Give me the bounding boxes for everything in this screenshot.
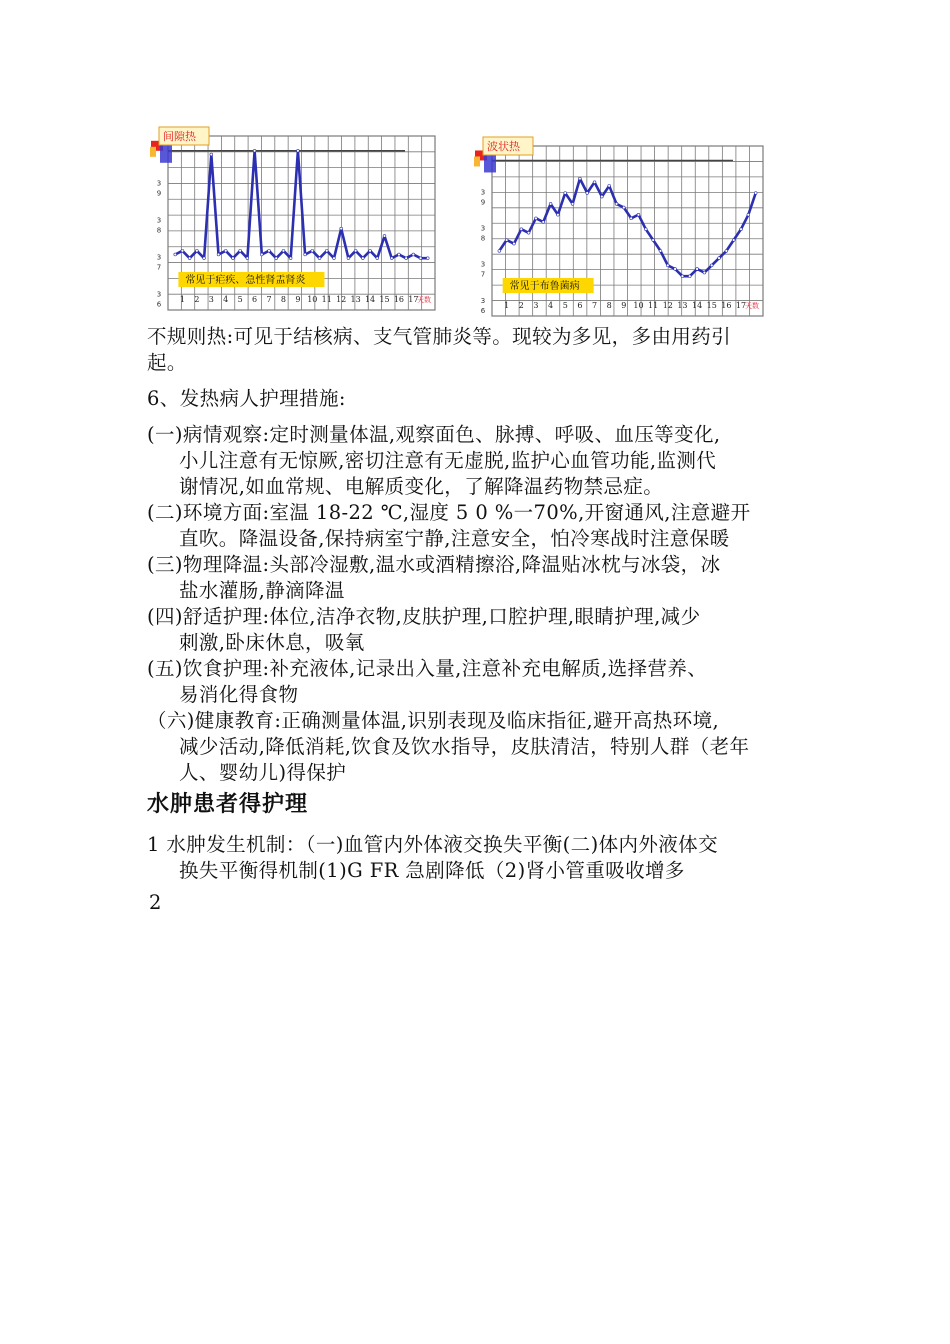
temperature-point xyxy=(593,181,596,184)
day-tick-label: 16 xyxy=(721,301,732,310)
temperature-point xyxy=(622,206,625,209)
temp-tick-label: 3 xyxy=(480,296,486,305)
marker-block xyxy=(150,147,156,157)
day-tick-label: 3 xyxy=(533,301,539,310)
temperature-point xyxy=(195,249,198,252)
temperature-point xyxy=(637,213,640,216)
paragraph-line: 易消化得食物 xyxy=(179,683,299,706)
paragraph-line: （六)健康教育:正确测量体温,识别表现及临床指征,避开高热环境, xyxy=(147,709,720,732)
section-edema-mechanism xyxy=(147,832,817,916)
day-tick-label: 10 xyxy=(633,301,644,310)
day-tick-label: 12 xyxy=(662,301,673,310)
temperature-point xyxy=(253,149,256,152)
day-tick-label: 5 xyxy=(562,301,568,310)
temperature-point xyxy=(361,257,364,260)
day-tick-label: 7 xyxy=(591,301,598,310)
temperature-point xyxy=(740,228,743,231)
day-tick-label: 5 xyxy=(237,295,243,304)
chart-caption: 常见于疟疾、急性肾盂肾炎 xyxy=(185,275,306,286)
temperature-point xyxy=(232,257,235,260)
temp-tick-label: 7 xyxy=(480,270,486,279)
paragraph-line: 直吹。降温设备,保持病室宁静,注意安全，怕冷寒战时注意保暖 xyxy=(179,527,730,550)
day-tick-label: 11 xyxy=(648,301,659,310)
paragraph-line: 起。 xyxy=(147,351,187,374)
day-tick-label: 10 xyxy=(307,295,318,304)
chart-title: 间隙热 xyxy=(163,130,196,143)
temperature-point xyxy=(520,228,523,231)
paragraph-line: 2 xyxy=(149,891,162,914)
temperature-point xyxy=(600,195,603,198)
day-tick-label: 8 xyxy=(280,295,287,304)
temperature-point xyxy=(405,257,408,260)
temperature-point xyxy=(754,192,757,195)
paragraph-line: (二)环境方面:室温 18-22 ℃,湿度 5 0 %一70%,开窗通风,注意避开 xyxy=(147,501,751,524)
chart-caption: 常见于布鲁菌病 xyxy=(509,281,580,292)
section-nursing-measures xyxy=(147,324,817,786)
temperature-point xyxy=(333,257,336,260)
temperature-point xyxy=(282,249,285,252)
temperature-point xyxy=(505,239,508,242)
temperature-point xyxy=(557,213,560,216)
day-tick-label: 16 xyxy=(393,295,405,304)
temperature-point xyxy=(747,213,750,216)
temperature-point xyxy=(615,202,618,205)
temperature-point xyxy=(390,257,393,260)
temperature-point xyxy=(275,257,278,260)
temp-tick-label: 9 xyxy=(480,198,486,207)
temperature-point xyxy=(688,275,691,278)
day-tick-label: 13 xyxy=(677,301,688,310)
temp-tick-label: 3 xyxy=(480,188,486,197)
day-tick-label: 2 xyxy=(518,301,524,310)
temperature-point xyxy=(419,257,422,260)
heading-edema-nursing: 水肿患者得护理 xyxy=(147,792,309,817)
paragraph-line: 换失平衡得机制(1)G FR 急剧降低（2)肾小管重吸收增多 xyxy=(179,859,685,882)
day-tick-label: 1 xyxy=(179,295,185,304)
day-tick-label: 8 xyxy=(606,301,612,310)
temp-tick-label: 8 xyxy=(480,234,486,243)
temp-tick-label: 3 xyxy=(156,216,162,225)
temperature-point xyxy=(549,202,552,205)
day-tick-label: 17 xyxy=(408,295,419,304)
day-tick-label: 7 xyxy=(266,295,272,304)
paragraph-line: 人、婴幼儿)得保护 xyxy=(179,761,347,784)
day-tick-label: 4 xyxy=(548,301,554,310)
temperature-point xyxy=(659,249,662,252)
temperature-point xyxy=(571,202,574,205)
temperature-point xyxy=(426,257,429,260)
paragraph-line: 谢情况,如血常规、电解质变化，了解降温药物禁忌症。 xyxy=(179,475,664,498)
temperature-point xyxy=(696,268,699,271)
paragraph-line: 不规则热:可见于结核病、支气管肺炎等。现较为多见，多由用药引 xyxy=(147,325,732,348)
temperature-point xyxy=(289,257,292,260)
temp-tick-label: 3 xyxy=(480,224,486,233)
temperature-point xyxy=(732,239,735,242)
day-tick-label: 6 xyxy=(577,301,583,310)
temperature-point xyxy=(498,249,501,252)
paragraph-line: 小儿注意有无惊厥,密切注意有无虚脱,监护心血管功能,监测代 xyxy=(179,449,717,472)
temperature-point xyxy=(535,217,538,220)
temperature-point xyxy=(578,177,581,180)
temperature-point xyxy=(318,257,321,260)
temperature-point xyxy=(398,253,401,256)
day-tick-label: 12 xyxy=(336,295,347,304)
chart-undulant-fever xyxy=(474,136,768,318)
paragraph-line: (四)舒适护理:体位,洁净衣物,皮肤护理,口腔护理,眼睛护理,减少 xyxy=(147,605,701,628)
temperature-point xyxy=(354,249,357,252)
temperature-point xyxy=(586,192,589,195)
temperature-point xyxy=(188,257,191,260)
temperature-point xyxy=(644,228,647,231)
temperature-point xyxy=(304,253,307,256)
temp-tick-label: 8 xyxy=(156,226,162,235)
temperature-point xyxy=(681,275,684,278)
paragraph-line: 6、发热病人护理措施: xyxy=(147,387,346,410)
temperature-point xyxy=(268,249,271,252)
paragraph-line: (一)病情观察:定时测量体温,观察面色、脉搏、呼吸、血压等变化, xyxy=(147,423,721,446)
temperature-point xyxy=(296,149,299,152)
temperature-point xyxy=(181,249,184,252)
paragraph-line: 减少活动,降低消耗,饮食及饮水指导，皮肤清洁，特别人群（老年 xyxy=(179,735,750,758)
day-tick-label: 15 xyxy=(706,301,717,310)
paragraph-line: (三)物理降温:头部冷湿敷,温水或酒精擦浴,降温贴冰枕与冰袋，冰 xyxy=(147,553,721,576)
temperature-point xyxy=(513,242,516,245)
temperature-point xyxy=(630,217,633,220)
temperature-point xyxy=(210,153,213,156)
temperature-point xyxy=(608,184,611,187)
temperature-point xyxy=(174,253,177,256)
temp-tick-label: 9 xyxy=(156,189,162,198)
temperature-point xyxy=(703,271,706,274)
temperature-point xyxy=(239,249,242,252)
temp-tick-label: 3 xyxy=(156,253,162,262)
temperature-point xyxy=(369,249,372,252)
day-axis-label: 天数 xyxy=(417,296,431,304)
temperature-point xyxy=(347,257,350,260)
temp-tick-label: 3 xyxy=(156,290,162,299)
temp-tick-label: 3 xyxy=(480,260,486,269)
temperature-point xyxy=(674,268,677,271)
temperature-point xyxy=(260,253,263,256)
temp-tick-label: 3 xyxy=(156,179,162,188)
chart-svg xyxy=(474,136,768,318)
temperature-point xyxy=(325,249,328,252)
temp-tick-label: 6 xyxy=(156,300,162,309)
paragraph-line: 1 水肿发生机制：（一)血管内外体液交换失平衡(二)体内外液体交 xyxy=(147,833,718,856)
day-tick-label: 1 xyxy=(504,301,510,310)
day-tick-label: 3 xyxy=(208,295,214,304)
temperature-point xyxy=(652,239,655,242)
day-tick-label: 9 xyxy=(621,301,627,310)
chart-intermittent-fever xyxy=(150,126,440,312)
day-tick-label: 13 xyxy=(350,295,361,304)
temp-tick-label: 6 xyxy=(480,306,486,315)
temp-tick-label: 7 xyxy=(156,263,162,272)
temperature-point xyxy=(224,249,227,252)
day-tick-label: 4 xyxy=(223,295,229,304)
paragraph-line: 盐水灌肠,静滴降温 xyxy=(179,579,345,602)
day-tick-label: 2 xyxy=(194,295,200,304)
marker-block xyxy=(474,156,480,166)
paragraph-line: (五)饮食护理:补充液体,记录出入量,注意补充电解质,选择营养、 xyxy=(147,657,708,680)
day-tick-label: 6 xyxy=(252,295,258,304)
temperature-point xyxy=(666,264,669,267)
temperature-point xyxy=(217,253,220,256)
day-tick-label: 14 xyxy=(691,301,703,310)
temperature-point xyxy=(542,221,545,224)
temperature-point xyxy=(383,235,386,238)
day-tick-label: 15 xyxy=(379,295,390,304)
day-tick-label: 11 xyxy=(321,295,332,304)
temperature-point xyxy=(564,192,567,195)
paragraph-line: 刺激,卧床休息，吸氧 xyxy=(179,631,365,654)
day-tick-label: 9 xyxy=(295,295,301,304)
temperature-point xyxy=(412,253,415,256)
temperature-point xyxy=(246,257,249,260)
temperature-point xyxy=(376,257,379,260)
chart-svg xyxy=(150,126,440,312)
temperature-point xyxy=(340,227,343,230)
day-tick-label: 14 xyxy=(364,295,376,304)
temperature-point xyxy=(527,231,530,234)
temperature-point xyxy=(203,257,206,260)
day-tick-label: 17 xyxy=(735,301,747,310)
temperature-point xyxy=(718,257,721,260)
day-axis-label: 天数 xyxy=(745,302,759,310)
temperature-point xyxy=(311,249,314,252)
chart-title: 波状热 xyxy=(487,140,520,153)
temperature-point xyxy=(725,249,728,252)
temperature-point xyxy=(710,264,713,267)
